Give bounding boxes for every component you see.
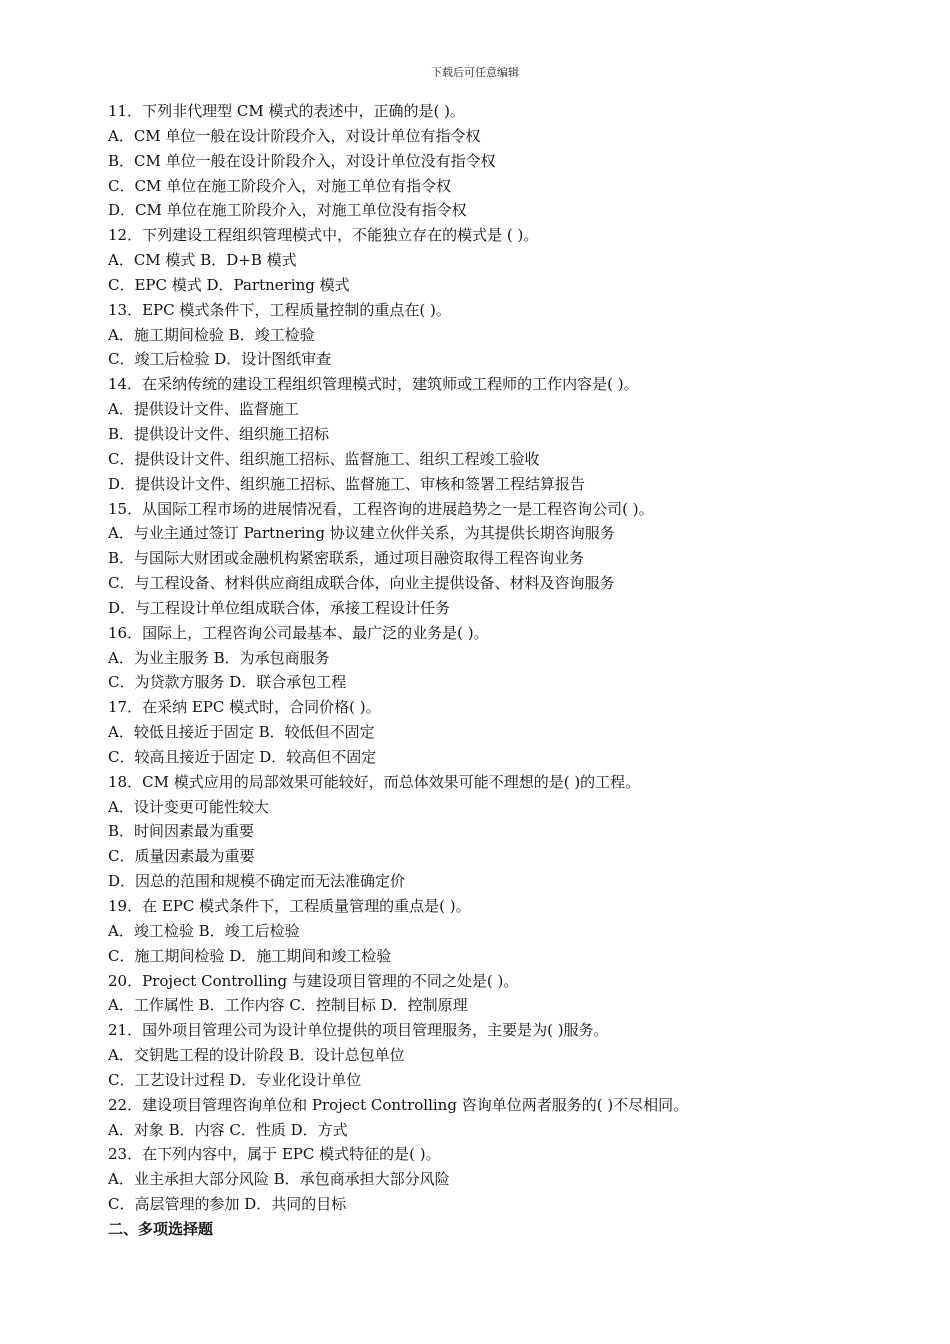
question-19-options-cd: C．施工期间检验 D．施工期间和竣工检验 (108, 946, 392, 965)
question-14-option-d: D．提供设计文件、组织施工招标、监督施工、审核和签署工程结算报告 (108, 474, 586, 493)
question-17-options-ab: A．较低且接近于固定 B．较低但不固定 (108, 723, 375, 742)
question-18-option-d: D．因总的范围和规模不确定而无法准确定价 (108, 872, 406, 891)
question-20-options: A．工作属性 B．工作内容 C．控制目标 D．控制原理 (108, 996, 468, 1015)
question-19-stem: 19．在 EPC 模式条件下，工程质量管理的重点是( )。 (108, 897, 471, 915)
page-header-note: 下载后可任意编辑 (431, 66, 519, 79)
question-22-stem: 22．建设项目管理咨询单位和 Project Controlling 咨询单位两者服务的( )不尽相同。 (108, 1095, 689, 1114)
question-18-stem: 18．CM 模式应用的局部效果可能较好，而总体效果可能不理想的是( )的工程。 (108, 772, 641, 791)
question-13-options-ab: A．施工期间检验 B．竣工检验 (108, 325, 315, 344)
question-11-option-c: C．CM 单位在施工阶段介入，对施工单位有指令权 (108, 176, 452, 195)
question-21-options-ab: A．交钥匙工程的设计阶段 B．设计总包单位 (108, 1046, 405, 1065)
question-15-option-c: C．与工程设备、材料供应商组成联合体，向业主提供设备、材料及咨询服务 (108, 574, 615, 593)
question-14-option-c: C．提供设计文件、组织施工招标、监督施工、组织工程竣工验收 (108, 449, 540, 468)
question-16-options-ab: A．为业主服务 B．为承包商服务 (108, 648, 330, 667)
question-11-option-d: D．CM 单位在施工阶段介入，对施工单位没有指令权 (108, 201, 467, 220)
question-14-option-b: B．提供设计文件、组织施工招标 (108, 424, 330, 443)
question-13-options-cd: C．竣工后检验 D．设计图纸审查 (108, 350, 332, 369)
document-body (108, 99, 908, 1242)
question-16-stem: 16．国际上，工程咨询公司最基本、最广泛的业务是( )。 (108, 623, 489, 642)
question-11-option-b: B．CM 单位一般在设计阶段介入，对设计单位没有指令权 (108, 151, 496, 170)
question-22-options: A．对象 B．内容 C．性质 D．方式 (108, 1120, 348, 1139)
question-19-options-ab: A．竣工检验 B．竣工后检验 (108, 921, 300, 940)
question-14-stem: 14．在采纳传统的建设工程组织管理模式时，建筑师或工程师的工作内容是( )。 (108, 375, 639, 394)
question-15-option-a: A．与业主通过签订 Partnering 协议建立伙伴关系，为其提供长期咨询服务 (108, 524, 615, 543)
question-18-option-a: A．设计变更可能性较大 (108, 797, 269, 816)
section-title-multiple-choice: 二、多项选择题 (108, 1219, 214, 1238)
question-11-option-a: A．CM 单位一般在设计阶段介入，对设计单位有指令权 (108, 126, 481, 145)
question-23-options-cd: C．高层管理的参加 D．共同的目标 (108, 1195, 347, 1214)
question-23-options-ab: A．业主承担大部分风险 B．承包商承担大部分风险 (108, 1170, 450, 1189)
question-20-stem: 20．Project Controlling 与建设项目管理的不同之处是( )。 (108, 971, 519, 990)
question-21-stem: 21．国外项目管理公司为设计单位提供的项目管理服务，主要是为( )服务。 (108, 1021, 609, 1040)
question-17-stem: 17．在采纳 EPC 模式时，合同价格( )。 (108, 698, 381, 717)
question-18-option-b: B．时间因素最为重要 (108, 822, 255, 841)
question-12-options-ab: A．CM 模式 B．D+B 模式 (108, 251, 297, 270)
question-15-stem: 15．从国际工程市场的进展情况看，工程咨询的进展趋势之一是工程咨询公司( )。 (108, 499, 654, 518)
question-18-option-c: C．质量因素最为重要 (108, 847, 255, 866)
question-15-option-d: D．与工程设计单位组成联合体，承接工程设计任务 (108, 598, 451, 617)
question-11-stem: 11．下列非代理型 CM 模式的表述中，正确的是( )。 (108, 102, 465, 120)
question-12-options-cd: C．EPC 模式 D．Partnering 模式 (108, 275, 350, 294)
question-14-option-a: A．提供设计文件、监督施工 (108, 400, 299, 419)
question-21-options-cd: C．工艺设计过程 D．专业化设计单位 (108, 1070, 362, 1089)
question-17-options-cd: C．较高且接近于固定 D．较高但不固定 (108, 747, 377, 766)
question-13-stem: 13．EPC 模式条件下，工程质量控制的重点在( )。 (108, 300, 451, 319)
question-15-option-b: B．与国际大财团或金融机构紧密联系，通过项目融资取得工程咨询业务 (108, 549, 585, 568)
question-16-options-cd: C．为贷款方服务 D．联合承包工程 (108, 673, 347, 692)
question-23-stem: 23．在下列内容中，属于 EPC 模式特征的是( )。 (108, 1145, 441, 1164)
question-12-stem: 12．下列建设工程组织管理模式中，不能独立存在的模式是 ( )。 (108, 226, 539, 245)
